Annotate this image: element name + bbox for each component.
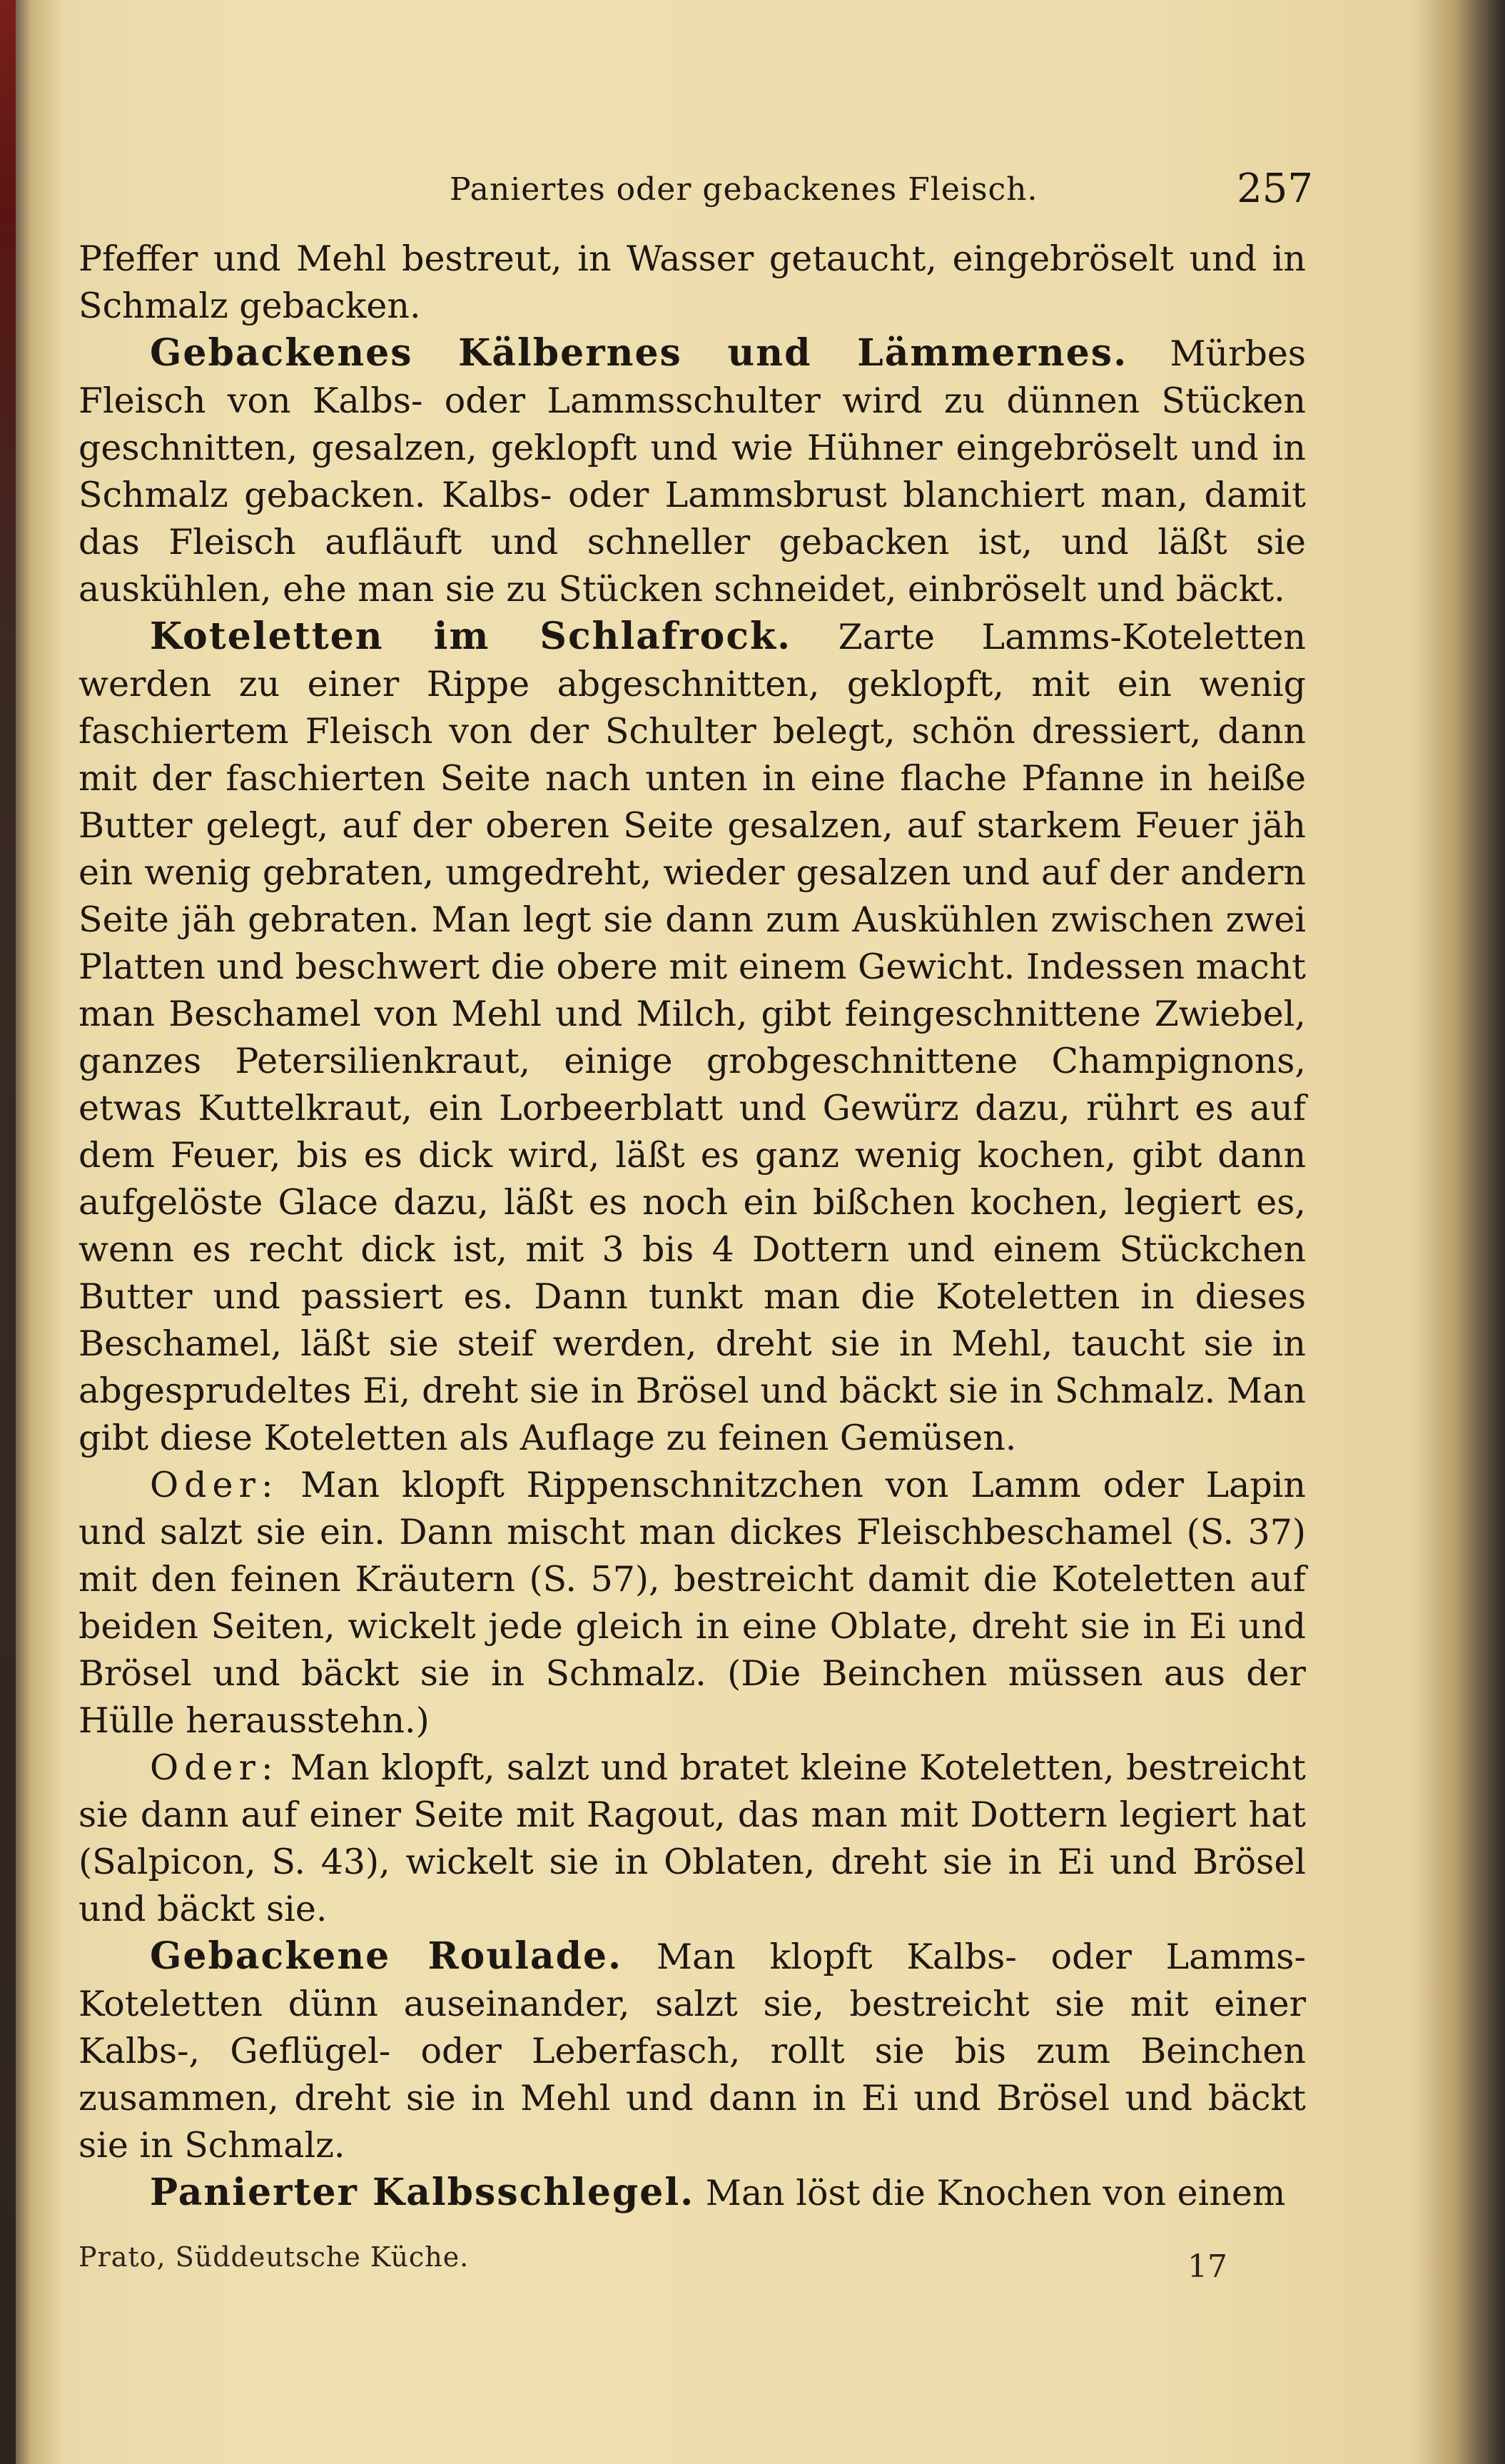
paragraph-text: Man klopft Rippenschnitzchen von Lamm oder Lapin und salzt sie ein. Dann mischt man dickes Fleischbeschamel (S. 37) mit den feinen Kräutern (S. 57), bestreicht damit die Koteletten auf beiden Seiten, wickelt jede gleich in eine Oblate, dreht sie in Ei und Brösel und bäckt sie in Schmalz. (Die Beinchen müssen aus der Hülle herausstehn.) bbox=[78, 1465, 1306, 1741]
paragraph bbox=[78, 1462, 1306, 1745]
page-number: 257 bbox=[1237, 166, 1313, 212]
paragraph bbox=[78, 1933, 1306, 2169]
running-title: Paniertes oder gebackenes Fleisch. bbox=[450, 171, 1038, 208]
body-text bbox=[78, 236, 1306, 2217]
paragraph bbox=[78, 2169, 1306, 2217]
section-heading: Gebackenes Kälbernes und Lämmernes. bbox=[150, 331, 1128, 375]
paragraph bbox=[78, 236, 1306, 330]
paragraph-text: Man löst die Knochen von einem bbox=[694, 2173, 1286, 2213]
paragraph bbox=[78, 1745, 1306, 1933]
section-heading: Gebackene Roulade. bbox=[150, 1934, 623, 1978]
paragraph-text: Man klopft Kalbs- oder Lamms-Koteletten dünn auseinander, salzt sie, bestreicht sie mit einer Kalbs-, Geflügel- oder Leberfasch, rollt sie bis zum Beinchen zusammen, dreht sie in Mehl und dann in Ei und Brösel und bäckt sie in Schmalz. bbox=[78, 1937, 1306, 2166]
page-footer bbox=[78, 2227, 1306, 2284]
variant-label: Oder: bbox=[150, 1465, 279, 1505]
book-spine bbox=[0, 0, 16, 2464]
paragraph bbox=[78, 330, 1306, 613]
signature-mark: 17 bbox=[1187, 2248, 1227, 2285]
section-heading: Panierter Kalbsschlegel. bbox=[150, 2171, 695, 2214]
imprint: Prato, Süddeutsche Küche. bbox=[78, 2241, 470, 2273]
paragraph-text: Man klopft, salzt und bratet kleine Koteletten, bestreicht sie dann auf einer Seite mit Ragout, das man mit Dottern legiert hat (Salpicon, S. 43), wickelt sie in Oblaten, dreht sie in Ei und Brösel und bäckt sie. bbox=[78, 1747, 1306, 1929]
paragraph-text: Mürbes Fleisch von Kalbs- oder Lammsschulter wird zu dünnen Stücken geschnitten, gesalzen, geklopft und wie Hühner eingebröselt und in Schmalz gebacken. Kalbs- oder Lammsbrust blanchiert man, damit das Fleisch aufläuft und schneller gebacken ist, und läßt sie auskühlen, ehe man sie zu Stücken schneidet, einbröselt und bäckt. bbox=[78, 333, 1306, 610]
paragraph-text: Pfeffer und Mehl bestreut, in Wasser getaucht, eingebröselt und in Schmalz gebacken. bbox=[78, 238, 1306, 326]
paragraph bbox=[78, 613, 1306, 1462]
variant-label: Oder: bbox=[150, 1747, 279, 1788]
page-header bbox=[78, 157, 1313, 236]
section-heading: Koteletten im Schlafrock. bbox=[150, 615, 792, 658]
paragraph-text: Zarte Lamms-Koteletten werden zu einer Rippe abgeschnitten, geklopft, mit ein wenig faschiertem Fleisch von der Schulter belegt, schön dressiert, dann mit der faschierten Seite nach unten in eine flache Pfanne in heiße Butter gelegt, auf der oberen Seite gesalzen, auf starkem Feuer jäh ein wenig gebraten, umgedreht, wieder gesalzen und auf der andern Seite jäh gebraten. Man legt sie dann zum Auskühlen zwischen zwei Platten und beschwert die obere mit einem Gewicht. Indessen macht man Beschamel von Mehl und Milch, gibt feingeschnittene Zwiebel, ganzes Petersilienkraut, einige grobgeschnittene Champignons, etwas Kuttelkraut, ein Lorbeerblatt und Gewürz dazu, rührt es auf dem Feuer, bis es dick wird, läßt es ganz wenig kochen, gibt dann aufgelöste Glace dazu, läßt es noch ein bißchen kochen, legiert es, wenn es recht dick ist, mit 3 bis 4 Dottern und einem Stückchen Butter und passiert es. Dann tunkt man die Koteletten in dieses Beschamel, läßt sie steif werden, dreht sie in Mehl, taucht sie in abgesprudeltes Ei, dreht sie in Brösel und bäckt sie in Schmalz. Man gibt diese Koteletten als Auflage zu feinen Gemüsen. bbox=[78, 617, 1306, 1458]
book-page bbox=[78, 157, 1313, 2217]
